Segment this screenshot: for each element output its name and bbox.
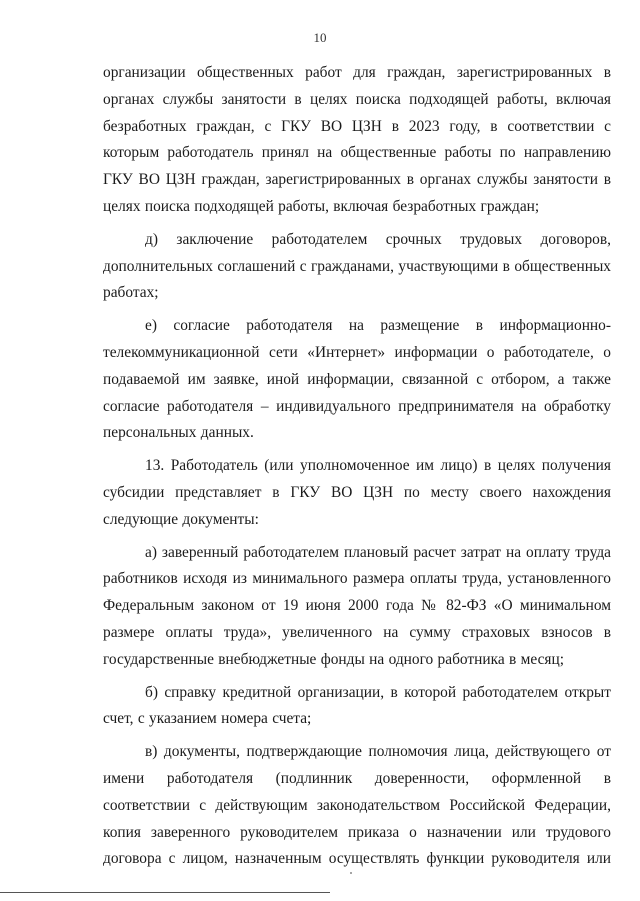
paragraph-section-13: 13. Работодатель (или уполномоченное им лицо) в целях получения субсидии представляет в ГКУ ВО ЦЗН по месту своего нахождения следующие документы: (103, 457, 611, 528)
document-body (103, 60, 611, 879)
paragraph-item-a: а) заверенный работодателем плановый расчет затрат на оплату труда работников исходя из минимального размера оплаты труда, установленного Федеральным законом от 19 июня 2000 года № 82-ФЗ «О минимальном размере оплаты труда», увеличенного на сумму страховых взносов в государственные внебюджетные фонды на одного работника в месяц; (103, 543, 611, 668)
paragraph-item-d: д) заключение работодателем срочных трудовых договоров, дополнительных соглашений с гражданами, участвующими в общественных работах; (103, 230, 611, 302)
bottom-rule (0, 892, 330, 893)
page-number: 10 (313, 30, 327, 45)
paragraph-item-e: е) согласие работодателя на размещение в информационно-телекоммуникационной сети «Интернет» информации о работодателе, о подаваемой им заявке, иной информации, связанной с отбором, а также согласие работодателя – индивидуального предпринимателя на обработку персональных данных. (103, 317, 611, 442)
paragraph-continuation: организации общественных работ для граждан, зарегистрированных в органах службы занятости в целях поиска подходящей работы, включая безработных граждан, с ГКУ ВО ЦЗН в 2023 году, в соответствии с которым работодатель принял на общественные работы по направлению ГКУ ВО ЦЗН граждан, зарегистрированных в органах службы занятости в целях поиска подходящей работы, включая безработных граждан; (103, 64, 611, 215)
paragraph-item-v: в) документы, подтверждающие полномочия лица, действующего от имени работодателя (подлинник доверенности, оформленной в соответствии с действующим законодательством Российской Федерации, копия заверенного руководителем приказа о назначении или трудового договора с лицом, назначенным осуществлять функции руководителя или (103, 743, 611, 868)
paragraph-item-b: б) справку кредитной организации, в которой работодателем открыт счет, с указанием номера счета; (103, 683, 611, 728)
scan-dot (350, 872, 352, 874)
